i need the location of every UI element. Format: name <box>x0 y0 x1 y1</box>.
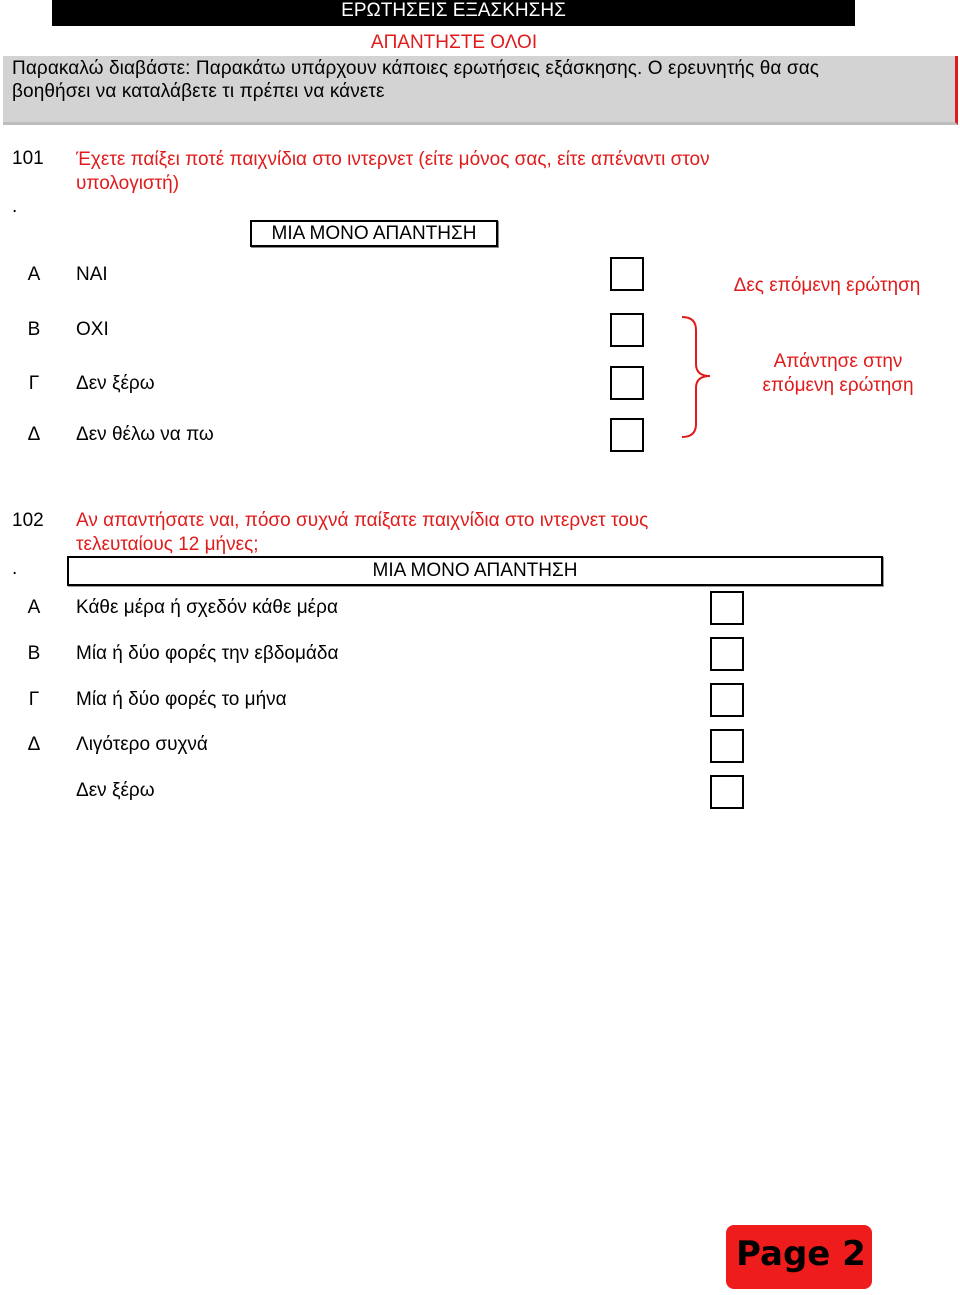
question-102-dot: . <box>12 558 18 579</box>
checkbox-yes[interactable] <box>610 257 644 291</box>
page-subtitle: ΑΠΑΝΤΗΣΤΕ ΟΛΟΙ <box>370 32 538 53</box>
option-label-less-often: Λιγότερο συχνά <box>76 734 208 755</box>
page-number-label: Page 2 <box>736 1234 866 1274</box>
checkbox-no[interactable] <box>610 313 644 347</box>
note-answer-next-question <box>738 350 938 398</box>
option-label-dont-know: Δεν ξέρω <box>76 373 155 394</box>
checkbox-monthly[interactable] <box>710 683 744 717</box>
question-102-number: 102 <box>12 510 44 531</box>
instructions-line-2: βοηθήσει να καταλάβετε τι πρέπει να κάνετε <box>12 81 385 102</box>
option-label-yes: ΝΑΙ <box>76 264 108 285</box>
option-letter: Β <box>27 319 41 340</box>
question-101-answer-hint: ΜΙΑ ΜΟΝΟ ΑΠΑΝΤΗΣΗ <box>250 220 498 247</box>
option-label-prefer-not-say: Δεν θέλω να πω <box>76 424 214 445</box>
question-102-text-line-2: τελευταίους 12 μήνες; <box>76 534 259 555</box>
option-letter: Α <box>27 264 41 285</box>
question-102-text <box>76 509 846 557</box>
option-letter: Δ <box>27 734 41 755</box>
question-101-text-line-2: υπολογιστή) <box>76 173 180 194</box>
note-answer-next-line-2: επόμενη ερώτηση <box>762 375 914 396</box>
question-102-text-line-1: Αν απαντήσατε ναι, πόσο συχνά παίξατε παιχνίδια στο ιντερνετ τους <box>76 510 649 531</box>
instructions-line-1: Παρακαλώ διαβάστε: Παρακάτω υπάρχουν κάποιες ερωτήσεις εξάσκησης. Ο ερευνητής θα σας <box>12 58 820 79</box>
option-label-dont-know: Δεν ξέρω <box>76 780 155 801</box>
checkbox-dont-know[interactable] <box>610 366 644 400</box>
checkbox-daily[interactable] <box>710 591 744 625</box>
option-label-no: ΟΧΙ <box>76 319 109 340</box>
option-letter: Β <box>27 643 41 664</box>
note-see-next-question: Δες επόμενη ερώτηση <box>733 275 921 296</box>
instructions-text <box>12 57 952 103</box>
right-brace-icon <box>676 314 716 440</box>
option-label-daily: Κάθε μέρα ή σχεδόν κάθε μέρα <box>76 597 338 618</box>
page-title: ΕΡΩΤΗΣΕΙΣ ΕΞΑΣΚΗΣΗΣ <box>52 0 855 26</box>
note-answer-next-line-1: Απάντησε στην <box>773 351 903 372</box>
checkbox-less-often[interactable] <box>710 729 744 763</box>
question-102-answer-hint: ΜΙΑ ΜΟΝΟ ΑΠΑΝΤΗΣΗ <box>67 556 883 586</box>
option-label-weekly: Μία ή δύο φορές την εβδομάδα <box>76 643 339 664</box>
question-101-dot: . <box>12 196 18 217</box>
checkbox-prefer-not-say[interactable] <box>610 418 644 452</box>
question-101-text-line-1: Έχετε παίξει ποτέ παιχνίδια στο ιντερνετ (είτε μόνος σας, είτε απέναντι στον <box>76 149 710 170</box>
option-letter: Γ <box>28 689 40 710</box>
question-101-number: 101 <box>12 148 44 169</box>
checkbox-dont-know[interactable] <box>710 775 744 809</box>
question-101-text <box>76 148 846 196</box>
option-letter: Α <box>27 597 41 618</box>
checkbox-weekly[interactable] <box>710 637 744 671</box>
option-letter: Δ <box>27 424 41 445</box>
option-letter: Γ <box>28 373 40 394</box>
option-label-monthly: Μία ή δύο φορές το μήνα <box>76 689 287 710</box>
